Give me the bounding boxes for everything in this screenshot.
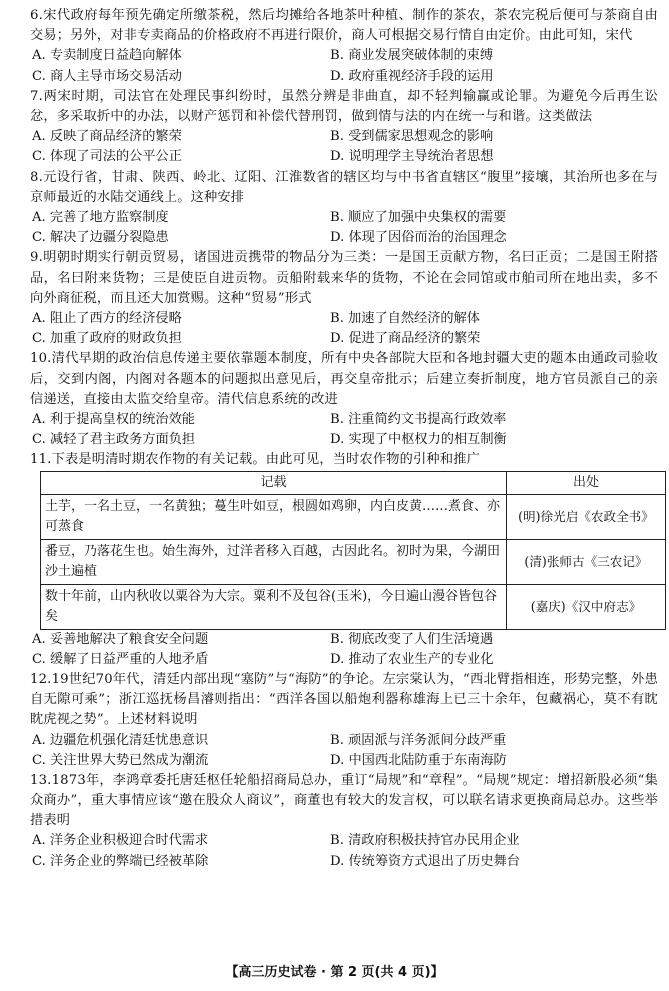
question-stem: 1873年，李鸿章委托唐廷枢任轮船招商局总办，重订“局规”和“章程”。“局规”规定：增招新股必须“集众商办”，重大事情应该“邀在股众人商议”，商董也有较大的发言权，可以联名请求更换商局总办。这些举措表明	[30, 772, 658, 829]
options-row	[30, 852, 658, 872]
option-a: A. 完善了地方监察制度	[32, 209, 169, 225]
options-row	[30, 228, 658, 248]
option-d: D. 促进了商品经济的繁荣	[330, 331, 481, 347]
table-header-source: 出处	[507, 471, 666, 494]
option-b: B. 受到儒家思想观念的影响	[330, 129, 494, 145]
options-row	[30, 127, 658, 147]
exam-page	[30, 6, 658, 872]
question-7	[30, 87, 658, 168]
option-b: B. 顽固派与洋务派间分歧严重	[330, 732, 507, 748]
crop-records-table	[40, 471, 666, 630]
option-b: B. 彻底改变了人们生活境遇	[330, 631, 494, 647]
option-b: B. 加速了自然经济的解体	[330, 310, 480, 326]
question-stem: 两宋时期，司法官在处理民事纠纷时，虽然分辨是非曲直，却不轻判输赢或论罪。为避免今后再生讼忿，多采取折中的办法，以财产惩罚和补偿代替刑罚，做到情与法的内在统一与和谐。这类做法	[30, 88, 658, 124]
question-stem: 清代早期的政治信息传递主要依靠题本制度，所有中央各部院大臣和各地封疆大吏的题本由通政司验收后，交到内阁，内阁对各题本的问题拟出意见后，再交皇帝批示；后建立奏折制度，地方官员派自己的亲信递送，直接由太监交给皇帝。清代信息系统的改进	[30, 351, 658, 407]
question-11	[30, 450, 658, 670]
option-d: D. 中国西北陆防重于东南海防	[330, 752, 507, 768]
table-row	[41, 539, 666, 584]
option-c: C. 商人主导市场交易活动	[32, 68, 182, 84]
table-header-record: 记载	[41, 471, 507, 494]
question-stem: 19世纪70年代，清廷内部出现“塞防”与“海防”的争论。左宗棠认为，“西北臂指相连，形势完整，外患自无隙可乘”；浙江巡抚杨昌濬则指出：“西洋各国以船炮利器称雄海上已三十余年，包藏祸心，莫不有眈眈虎视之势”。上述材料说明	[30, 671, 658, 728]
options-row	[30, 309, 658, 329]
question-number: 8.	[30, 169, 43, 185]
options-row	[30, 751, 658, 771]
option-a: A. 边疆危机强化清廷忧患意识	[32, 732, 209, 748]
table-cell-record: 数十年前，山内秋收以粟谷为大宗。粟利不及包谷(玉米)，今日遍山漫谷皆包谷矣	[41, 584, 507, 629]
table-cell-record: 土芋，一名土豆，一名黄独；蔓生叶如豆，根圆如鸡卵，内白皮黄……煮食、亦可蒸食	[41, 494, 507, 539]
table-cell-source: (清)张师古《三农记》	[507, 539, 666, 584]
options-row	[30, 831, 658, 851]
option-a: A. 专卖制度日益趋向解体	[32, 48, 182, 64]
option-b: B. 清政府积极扶持官办民用企业	[330, 833, 520, 849]
option-c: C. 关注世界大势已然成为潮流	[32, 752, 209, 768]
option-c: C. 解决了边疆分裂隐患	[32, 230, 169, 246]
option-d: D. 实现了中枢权力的相互制衡	[330, 432, 507, 448]
option-d: D. 说明理学主导统治者思想	[330, 149, 494, 165]
question-8	[30, 168, 658, 249]
option-c: C. 洋务企业的弊端已经被革除	[32, 853, 209, 869]
options-row	[30, 208, 658, 228]
table-cell-record: 番豆，乃落花生也。始生海外，过洋者移入百越，古因此名。初时为果，今湖田沙土遍植	[41, 539, 507, 584]
option-c: C. 缓解了日益严重的人地矛盾	[32, 651, 209, 667]
question-number: 10.	[30, 351, 52, 367]
option-a: A. 妥善地解决了粮食安全问题	[32, 631, 209, 647]
options-row	[30, 67, 658, 87]
option-c: C. 减轻了君主政务方面负担	[32, 432, 196, 448]
table-cell-source: (嘉庆)《汉中府志》	[507, 584, 666, 629]
question-13	[30, 771, 658, 872]
question-stem: 元设行省，甘肃、陕西、岭北、辽阳、江淮数省的辖区均与中书省直辖区“腹里”接壤，其治所也多在与京师最近的水陆交通线上。这种安排	[30, 169, 658, 205]
table-cell-source: (明)徐光启《农政全书》	[507, 494, 666, 539]
option-b: B. 商业发展突破体制的束缚	[330, 48, 494, 64]
option-a: A. 阻止了西方的经济侵略	[32, 310, 182, 326]
options-row	[30, 650, 658, 670]
table-row	[41, 494, 666, 539]
question-number: 6.	[30, 8, 43, 23]
page-footer: 【高三历史试卷 · 第 2 页(共 4 页)】	[225, 965, 444, 980]
option-a: A. 洋务企业积极迎合时代需求	[32, 833, 209, 849]
question-6	[30, 6, 658, 87]
options-row	[30, 410, 658, 430]
options-row	[30, 329, 658, 349]
option-d: D. 政府重视经济手段的运用	[330, 68, 494, 84]
question-number: 7.	[30, 88, 43, 104]
option-b: B. 顺应了加强中央集权的需要	[330, 209, 507, 225]
options-row	[30, 147, 658, 167]
option-a: A. 反映了商品经济的繁荣	[32, 129, 182, 145]
question-stem: 明朝时期实行朝贡贸易，诸国进贡携带的物品分为三类：一是国王贡献方物，名曰正贡；二是国王附搭品，名曰附来货物；三是使臣自进贡物。贡船附载来华的货物，不论在会同馆或市舶司所在地出卖，多不向外商征税，而且还大加赏赐。这种“贸易”形式	[30, 250, 658, 306]
option-d: D. 推动了农业生产的专业化	[330, 651, 494, 667]
question-10	[30, 349, 658, 450]
options-row	[30, 46, 658, 66]
question-12	[30, 670, 658, 771]
question-stem: 下表是明清时期农作物的有关记载。由此可见，当时农作物的引种和推广	[51, 452, 480, 468]
option-d: D. 传统筹资方式退出了历史舞台	[330, 853, 520, 869]
options-row	[30, 630, 658, 650]
option-a: A. 利于提高皇权的统治效能	[32, 411, 195, 427]
question-9	[30, 248, 658, 349]
question-number: 11.	[30, 452, 52, 468]
question-number: 13.	[30, 772, 52, 788]
option-c: C. 体现了司法的公平公正	[32, 149, 182, 165]
question-number: 12.	[30, 671, 52, 687]
table-row	[41, 584, 666, 629]
question-number: 9.	[30, 250, 43, 266]
table-header-row	[41, 471, 666, 494]
option-d: D. 体现了因俗而治的治国理念	[330, 230, 507, 246]
option-b: B. 注重简约文书提高行政效率	[330, 411, 507, 427]
options-row	[30, 430, 658, 450]
options-row	[30, 731, 658, 751]
question-stem: 宋代政府每年预先确定所缴茶税，然后均摊给各地茶叶种植、制作的茶农，茶农完税后便可与茶商自由交易；另外，对非专卖商品的价格政府不再进行限价，商人可根据交易行情自由定价。由此可知，宋代	[30, 8, 658, 44]
option-c: C. 加重了政府的财政负担	[32, 331, 182, 347]
